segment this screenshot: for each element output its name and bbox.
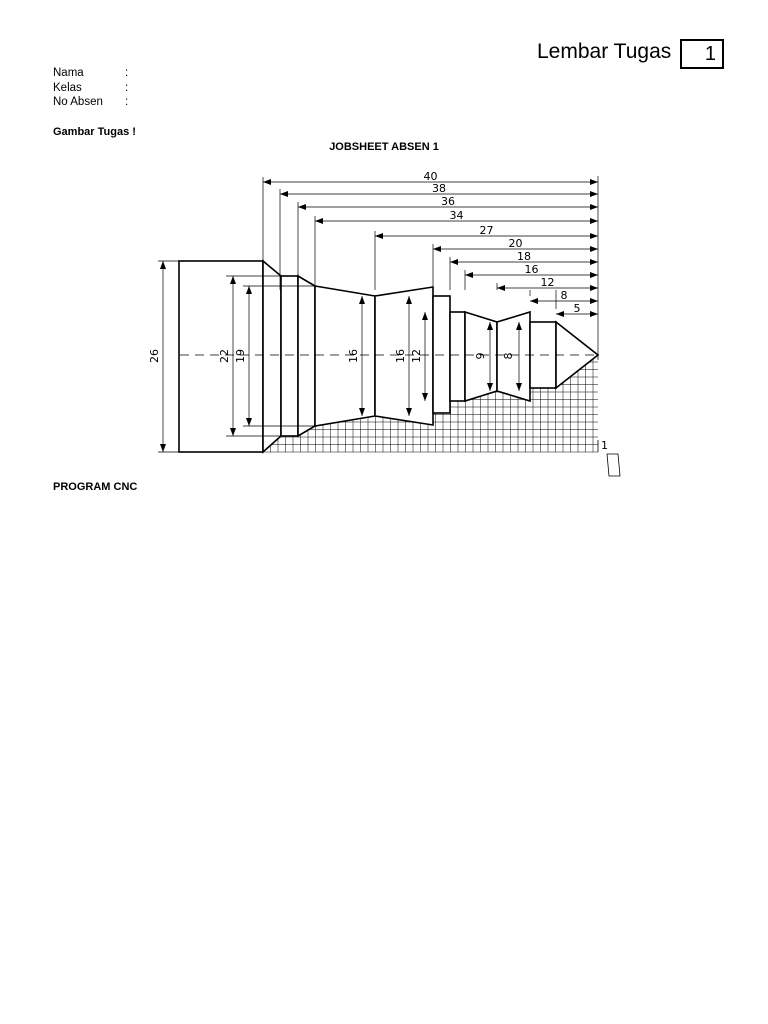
- field-label: Nama: [53, 67, 84, 79]
- dimension-label: 40: [423, 170, 438, 183]
- dimension-label: 22: [218, 349, 231, 363]
- program-label: PROGRAM CNC: [53, 481, 138, 493]
- dimension-label: 5: [573, 302, 581, 315]
- dimension-label: 12: [540, 276, 555, 289]
- corner-mark-label: 1: [601, 439, 608, 452]
- dimension-label: 20: [508, 237, 523, 250]
- sheet-number: 1: [704, 43, 716, 65]
- field-colon: :: [125, 96, 129, 108]
- dimension-label: 9: [474, 352, 487, 360]
- field-colon: :: [125, 67, 129, 79]
- dimension-label: 16: [524, 263, 539, 276]
- dimension-label: 19: [234, 349, 247, 363]
- dimension-label: 8: [502, 352, 515, 360]
- field-colon: :: [125, 81, 129, 94]
- field-label: No Absen: [53, 96, 103, 108]
- task-label: Gambar Tugas !: [53, 126, 136, 138]
- dimension-label: 16: [394, 349, 407, 363]
- dimension-label: 36: [441, 195, 455, 208]
- dimension-label: 8: [560, 289, 568, 302]
- page-title: Lembar Tugas: [537, 40, 672, 63]
- technical-drawing: [0, 0, 768, 500]
- dimension-label: 12: [410, 349, 423, 363]
- dimension-label: 26: [148, 349, 161, 363]
- sheet-title: JOBSHEET ABSEN 1: [329, 141, 439, 153]
- dimension-label: 27: [479, 224, 494, 237]
- dimension-label: 18: [517, 250, 531, 263]
- dimension-label: 34: [449, 209, 464, 222]
- dimension-label: 16: [347, 349, 360, 363]
- field-label: Kelas: [53, 81, 82, 94]
- dimension-label: 38: [432, 182, 446, 195]
